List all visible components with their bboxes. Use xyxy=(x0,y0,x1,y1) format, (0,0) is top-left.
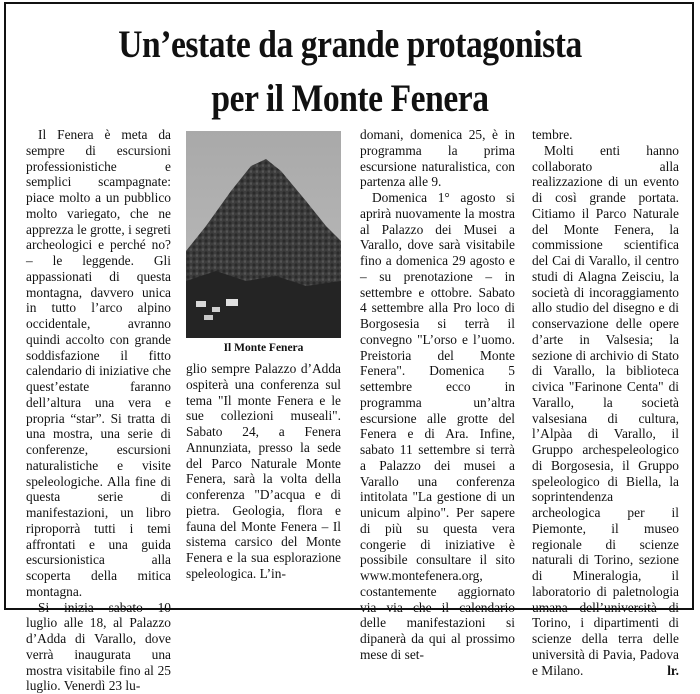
article-paragraph: glio sempre Palazzo d’Adda ospiterà una conferenza sul tema "Il monte Fenera e le sue collezioni museali". Sabato 24, a Fenera Annunziata, presso la sede del Parco Naturale Monte Fenera, sarà la volta della conferenza "D’acqua e di pietra. Geologia, flora e fauna del Monte Fenera – Il sistema carsico del Monte Fenera e la sua esplorazione speleologica. L’in- xyxy=(186,361,341,582)
article-paragraph xyxy=(532,143,679,679)
photo-caption: Il Monte Fenera xyxy=(186,341,341,355)
article-column-3 xyxy=(360,127,515,597)
article-paragraph: domani, domenica 25, è in programma la prima escursione naturalistica, con partenza alle 9. xyxy=(360,127,515,190)
article-paragraph: Il Fenera è meta da sempre di escursioni professionistiche e semplici scampagnate: piace molto a un pubblico molto variegato, che ne apprezza le grotte, i segreti archeologici e perché no? – le leggende. Gli appassionati di questa montagna, davvero unica in tutto l’arco alpino occidentale, avranno quindi accolto con grande soddisfazione il fitto calendario di iniziative che quest’estate faranno dell’altura una vera e propria “star”. Si tratta di una mostra, una serie di conferenze, escursioni naturalistiche e visite speleologiche. Alla fine di questa serie di manifestazioni, un libro riproporrà tutti i temi affrontati e una guida escursionistica alla scoperta della mitica montagna. xyxy=(26,127,171,600)
article-column-2 xyxy=(186,361,341,597)
headline-line-2: per il Monte Fenera xyxy=(49,76,651,122)
mountain-photo-svg xyxy=(186,131,341,338)
article-column-1 xyxy=(26,127,171,597)
article-paragraph: Domenica 1° agosto si aprirà nuovamente la mostra al Palazzo dei Musei a Varallo, dove sarà visitabile fino a domenica 29 agosto e – su prenotazione – in settembre e ottobre. Sabato 4 settembre alla Pro loco di Borgosesia si terrà il convegno "L’orso e l’uomo. Preistoria del Monte Fenera". Domenica 5 settembre ecco in programma un’altra escursione alle grotte del Fenera e di Ara. Infine, sabato 11 settembre si terrà a Palazzo dei musei a Varallo una conferenza intitolata "La gestione di un unicum alpino". Per sapere di più su questa vera congerie di iniziative è possibile consultare il sito www.montefenera.org, costantemente aggiornato via via che il calendario delle manifestazioni si dipanerà da qui al prossimo mese di set- xyxy=(360,190,515,663)
mountain-photo-icon xyxy=(186,131,341,338)
article-paragraph: tembre. xyxy=(532,127,679,143)
headline-line-1: Un’estate da grande protagonista xyxy=(49,22,651,68)
article-paragraph-text: Molti enti hanno collaborato alla realizzazione di un evento di così grande portata. Citiamo il Parco Naturale del Monte Fenera, la commissione scientifica del Cai di Varallo, il centro studi di Alagna Zeisciu, la società di incoraggiamento allo studio del disegno e di conservazione delle opere d’arte in Valsesia; la sezione di archivio di Stato di Varallo, la biblioteca civica "Farinone Centa" di Varallo, la società valsesiana di cultura, l’Alpàa di Varallo, il Gruppo archespeleologico di Borgosesia, il Gruppo speleologico di Biella, la soprintendenza archeologica per il Piemonte, il museo regionale di scienze naturali di Torino, sezione di Mineralogia, il laboratorio di paletnologia umana dell’università di Torino, i dipartimenti di scienze della terra delle università di Pavia, Padova e Milano. xyxy=(532,143,679,678)
author-signature: lr. xyxy=(655,663,679,679)
article-paragraph: Si inizia sabato 10 luglio alle 18, al Palazzo d’Adda di Varallo, dove verrà inaugurata una mostra visitabile fino al 25 luglio. Venerdì 23 lu- xyxy=(26,600,171,694)
article-column-4 xyxy=(532,127,679,597)
